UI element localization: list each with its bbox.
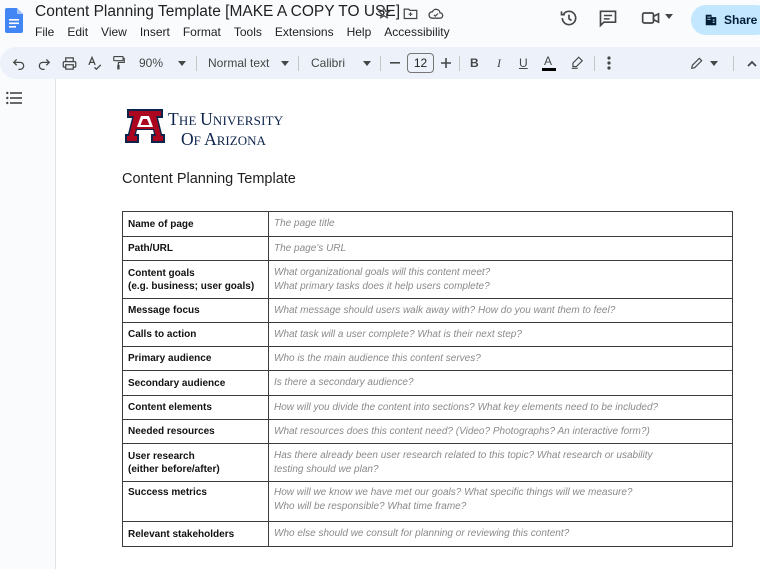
university-wordmark: THE UNIVERSITY OF ARIZONA (168, 109, 284, 149)
spellcheck-icon[interactable] (87, 55, 102, 71)
menu-tools[interactable]: Tools (233, 25, 262, 39)
underline-button[interactable]: U (519, 56, 528, 70)
font-value: Calibri (311, 56, 346, 70)
comments-icon[interactable] (598, 8, 618, 28)
university-of-arizona-a-logo-icon (125, 107, 165, 145)
chevron-down-icon (281, 61, 289, 66)
row-value[interactable]: Who is the main audience this content serves? (269, 347, 733, 371)
share-label: Share (724, 13, 758, 27)
menu-view[interactable]: View (101, 25, 127, 39)
text-color-swatch (542, 68, 556, 71)
document-outline-icon[interactable] (6, 91, 22, 105)
text-color-letter: A (544, 54, 553, 68)
row-label[interactable]: Path/URL (123, 237, 269, 261)
table-row (123, 444, 733, 482)
page-heading[interactable]: Content Planning Template (122, 171, 296, 187)
table-row (123, 396, 733, 420)
document-title[interactable]: Content Planning Template [MAKE A COPY TO USE] (35, 3, 401, 20)
toolbar-divider (733, 56, 734, 71)
row-value[interactable]: The page title (269, 212, 733, 237)
text-color-button[interactable] (544, 45, 552, 77)
menu-format[interactable]: Format (182, 25, 221, 39)
content-planning-table (122, 211, 733, 547)
increase-font-size-icon[interactable] (441, 58, 451, 68)
toolbar-divider (594, 56, 595, 71)
row-label[interactable]: Secondary audience (123, 371, 269, 396)
row-label[interactable]: Content elements (123, 396, 269, 420)
decrease-font-size-icon[interactable] (390, 62, 400, 64)
row-label[interactable]: Content goals (e.g. business; user goals) (123, 261, 269, 299)
table-row (123, 522, 733, 547)
zoom-select[interactable] (139, 47, 186, 79)
star-icon[interactable] (374, 4, 394, 22)
row-value[interactable]: How will we know we have met our goals? What specific things will we measure? Who will be responsible? What time frame? (269, 482, 733, 522)
row-label[interactable]: Needed resources (123, 420, 269, 444)
row-value[interactable]: What resources does this content need? (Video? Photographs? An interactive form?) (269, 420, 733, 444)
table-row (123, 420, 733, 444)
title-bar (0, 0, 760, 46)
building-icon (704, 13, 718, 27)
row-value[interactable]: Is there a secondary audience? (269, 371, 733, 396)
version-history-icon[interactable] (559, 8, 579, 28)
italic-button[interactable]: I (497, 55, 501, 70)
toolbar-divider (459, 56, 460, 71)
row-value[interactable]: Who else should we consult for planning or reviewing this content? (269, 522, 733, 547)
row-label[interactable]: User research (either before/after) (123, 444, 269, 482)
menu-help[interactable]: Help (346, 25, 372, 39)
menu-edit[interactable]: Edit (67, 25, 89, 39)
table-row (123, 261, 733, 299)
highlight-pen-icon[interactable] (570, 55, 584, 70)
row-value[interactable]: What message should users walk away with? How do you want them to feel? (269, 299, 733, 323)
table-row (123, 482, 733, 522)
chevron-down-icon[interactable] (710, 61, 718, 66)
toolbar-divider (298, 56, 299, 71)
zoom-value: 90% (139, 56, 164, 70)
meet-video-icon[interactable] (641, 8, 661, 28)
table-row (123, 323, 733, 347)
menu-extensions[interactable]: Extensions (274, 25, 334, 39)
undo-icon[interactable] (12, 57, 26, 70)
chevron-down-icon (178, 61, 186, 66)
paragraph-style-value: Normal text (208, 56, 270, 70)
chevron-down-icon (363, 61, 371, 66)
cloud-status-icon[interactable] (426, 4, 446, 22)
menu-accessibility[interactable]: Accessibility (384, 25, 450, 39)
row-label[interactable]: Name of page (123, 212, 269, 237)
paint-format-icon[interactable] (112, 55, 126, 71)
print-icon[interactable] (62, 56, 77, 71)
row-label[interactable]: Message focus (123, 299, 269, 323)
table-row (123, 299, 733, 323)
bold-button[interactable]: B (470, 56, 479, 70)
chevron-down-icon[interactable] (665, 14, 673, 20)
table-row (123, 212, 733, 237)
paragraph-style-select[interactable] (208, 47, 289, 79)
row-label[interactable]: Relevant stakeholders (123, 522, 269, 547)
chevron-up-icon[interactable] (747, 60, 757, 67)
row-label[interactable]: Success metrics (123, 482, 269, 522)
font-select[interactable] (311, 47, 371, 79)
table-row (123, 371, 733, 396)
font-size-input[interactable]: 12 (407, 53, 434, 73)
row-label[interactable]: Primary audience (123, 347, 269, 371)
row-value[interactable]: How will you divide the content into sections? What key elements need to be included? (269, 396, 733, 420)
row-value[interactable]: Has there already been user research related to this topic? What research or usability testing should we plan? (269, 444, 733, 482)
share-button[interactable] (691, 5, 760, 35)
row-label[interactable]: Calls to action (123, 323, 269, 347)
toolbar-divider (196, 56, 197, 71)
more-options-icon[interactable] (607, 56, 611, 70)
table-row (123, 237, 733, 261)
row-value[interactable]: What task will a user complete? What is their next step? (269, 323, 733, 347)
menu-file[interactable]: File (35, 25, 55, 39)
move-folder-icon[interactable] (400, 4, 420, 22)
menu-insert[interactable]: Insert (139, 25, 170, 39)
row-value[interactable]: What organizational goals will this content meet? What primary tasks does it help users complete? (269, 261, 733, 299)
redo-icon[interactable] (37, 57, 51, 70)
formatting-toolbar (0, 47, 760, 79)
menu-bar (35, 25, 463, 39)
editing-mode-pencil-icon[interactable] (690, 56, 704, 70)
docs-logo-icon[interactable] (5, 8, 23, 33)
toolbar-divider (380, 56, 381, 71)
table-row (123, 347, 733, 371)
row-value[interactable]: The page’s URL (269, 237, 733, 261)
